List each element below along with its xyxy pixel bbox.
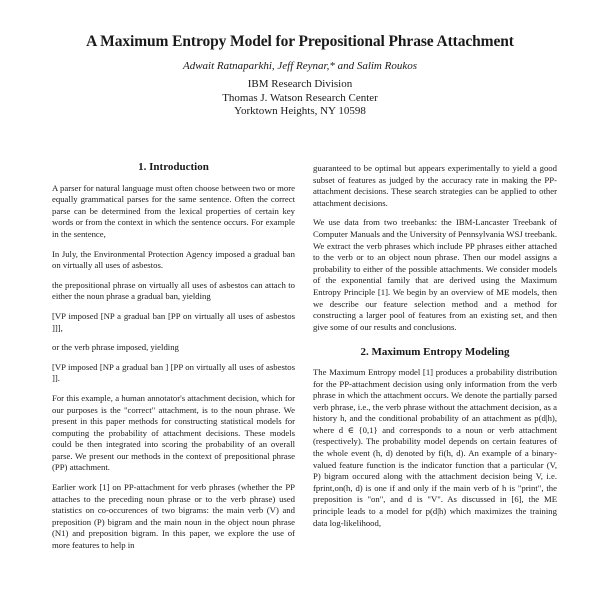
intro-paragraph-3: the prepositional phrase on virtually all uses of asbestos can attach to either the noun phrase a gradual ban, yielding xyxy=(52,279,295,302)
section-1-heading: 1. Introduction xyxy=(138,161,209,173)
intro-paragraph-6: Earlier work [1] on PP-attachment for verb phrases (whether the PP attaches to the preceding noun phrase or to the verb phrase) used statistics on co-occurences of two bigrams: the main verb (V) and preposition (P) bigram and the main noun in the object noun phrase (N1) and preposition bigram. In this paper, we explore the use of more features to help in xyxy=(52,482,295,551)
intro-example-sentence: In July, the Environmental Protection Agency imposed a gradual ban on virtually all uses of asbestos. xyxy=(52,248,295,271)
affiliation-line-1: IBM Research Division xyxy=(247,78,353,90)
author-list: Adwait Ratnaparkhi, Jeff Reynar,* and Salim Roukos xyxy=(182,60,418,72)
verb-attachment-bracketing: [VP imposed [NP a gradual ban ] [PP on virtually all uses of asbestos ]]. xyxy=(52,361,295,384)
intro-paragraph-1: A parser for natural language must often choose between two or more equally grammatical parses for the same sentence. Often the correct parse can be determined from the lexical properties of certain key words or from the context in which the sentence occurs. For example in the sentence, xyxy=(52,182,295,239)
intro-paragraph-4: or the verb phrase imposed, yielding xyxy=(52,342,179,353)
noun-attachment-bracketing: [VP imposed [NP a gradual ban [PP on virtually all uses of asbestos ]]], xyxy=(52,310,295,333)
section-2-heading: 2. Maximum Entropy Modeling xyxy=(360,346,510,359)
affiliation-line-3: Yorktown Heights, NY 10598 xyxy=(234,105,366,117)
max-ent-paragraph-1: The Maximum Entropy model [1] produces a probability distribution for the PP-attachment decision using only information from the verb phrase in which the attachment occurs. We denote the partially parsed verb phrase, i.e., the verb phrase without the attachment decision, as a history h, and the conditional probability of an attachment as p(d|h), where d ∈ {0,1} and corresponds to a noun or verb attachment (respectively). The probability model depends on certain features of the whole event (h, d) denoted by fi(h, d). An example of a binary-valued feature function is the indicator function that a particular (V, P) bigram occured along with the attachment decision being V, i.e. fprint,on(h, d) is one if and only if the main verb of h is "print", the preposition is "on", and d is "V". As discussed in [6], the ME principle leads to a model for p(d|h) which maximizes the training data log-likelihood, xyxy=(313,366,557,528)
right-column xyxy=(313,163,557,537)
affiliation-line-2: Thomas J. Watson Research Center xyxy=(222,91,378,104)
left-column xyxy=(52,162,295,560)
affiliation xyxy=(0,78,600,119)
treebank-data-paragraph: We use data from two treebanks: the IBM-Lancaster Treebank of Computer Manuals and the University of Pennsylvania WSJ treebank. We extract the verb phrases which include PP phrases either attached to the verb or to an object noun phrase. Then our model assigns a probability to either of the possible attachments. We consider models of the exponential family that are derived using the Maximum Entropy Principle [1]. We begin by an overview of ME models, then we describe our feature selection method and a method for constructing a larger pool of features from an existing set, and then give some of our results and conclusions. xyxy=(313,217,557,332)
intro-continuation-paragraph: guaranteed to be optimal but appears experimentally to yield a good subset of features as judged by the accuracy rate in making the PP-attachment decisions. These search strategies can be applied to other attachment decisions. xyxy=(313,163,557,208)
paper-title: A Maximum Entropy Model for Prepositional Phrase Attachment xyxy=(86,33,514,50)
intro-paragraph-5: For this example, a human annotator's attachment decision, which for our purposes is the "correct" attachment, is to the noun phrase. We present in this paper methods for constructing statistical models for computing the probability of attachment decisions. These models could be then integrated into scoring the probability of an overall parse. We present our methods in the context of prepositional phrase (PP) attachment. xyxy=(52,392,295,473)
